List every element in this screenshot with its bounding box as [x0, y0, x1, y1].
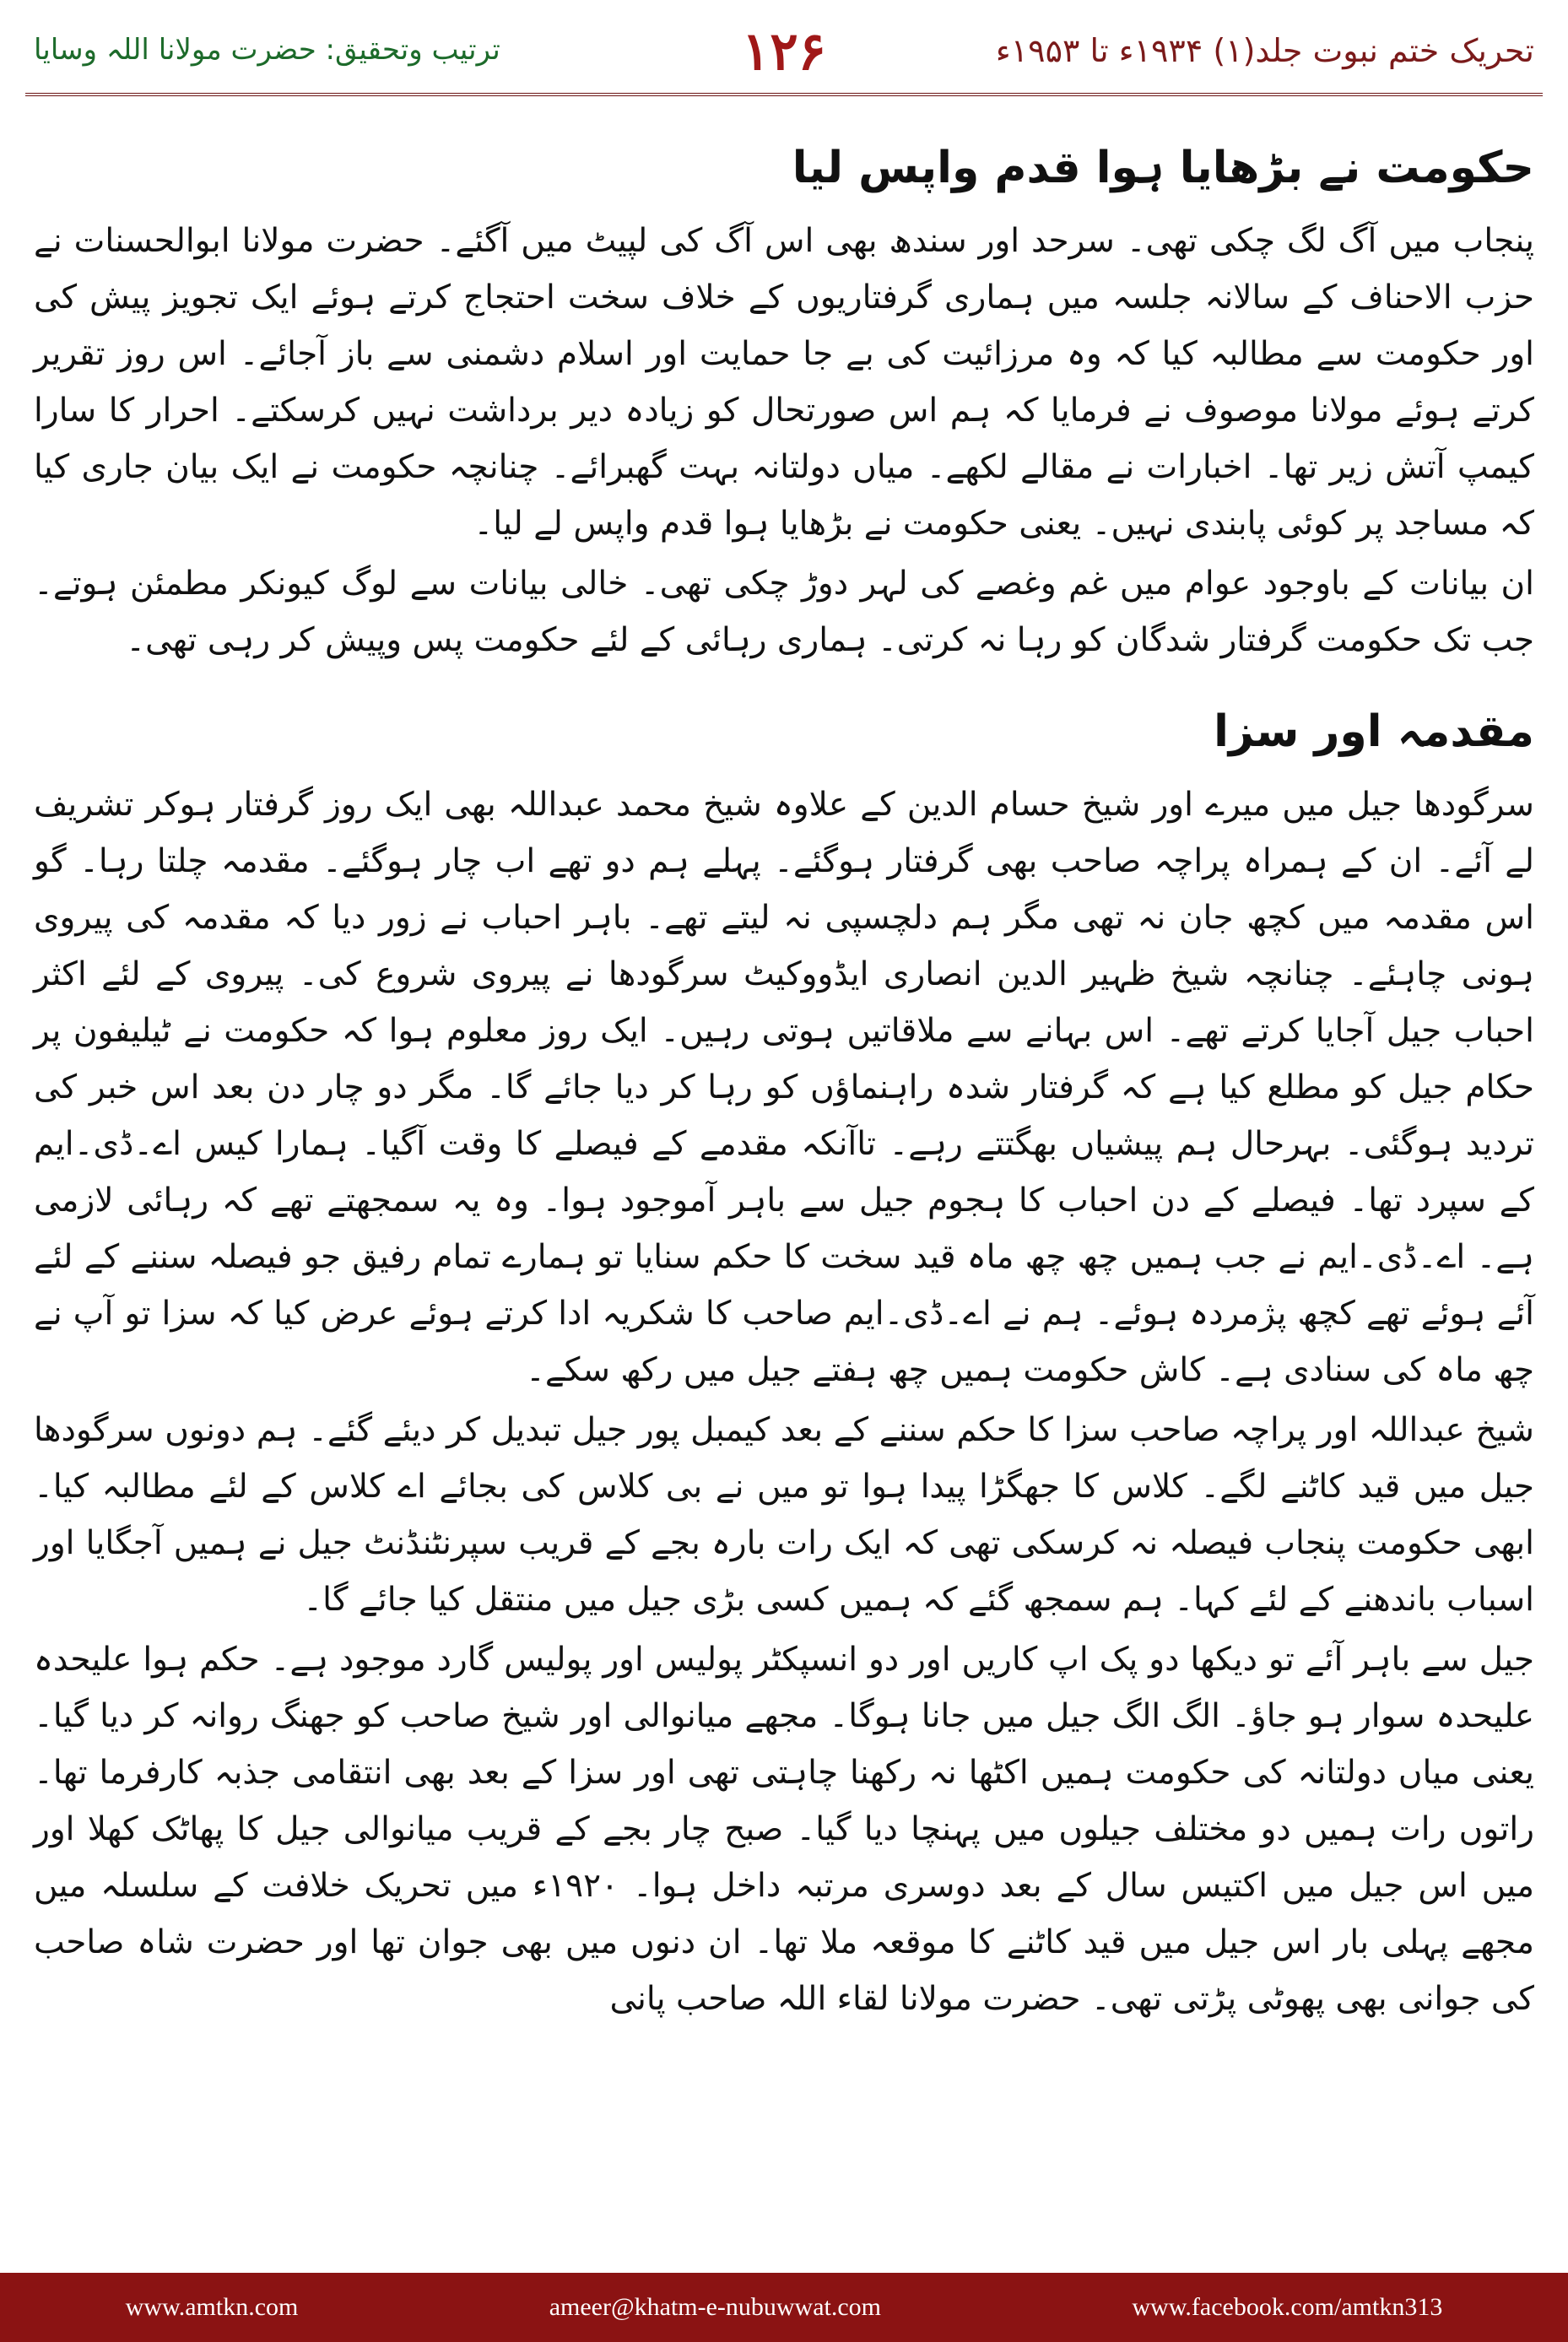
section-heading: مقدمہ اور سزا: [1214, 706, 1534, 758]
page-footer: [0, 2273, 1568, 2342]
paragraph: شیخ عبداللہ اور پراچہ صاحب سزا کا حکم سننے کے بعد کیمبل پور جیل تبدیل کر دیئے گئے۔ ہم دونوں سرگودھا جیل میں قید کاٹنے لگے۔ کلاس کا جھگڑا پیدا ہوا تو میں نے بی کلاس کی بجائے اے کلاس کے لئے مطالبہ کیا۔ ابھی حکومت پنجاب فیصلہ نہ کرسکی تھی کہ ایک رات بارہ بجے کے قریب سپرنٹنڈنٹ جیل نے ہمیں آجگایا اور اسباب باندھنے کے لئے کہا۔ ہم سمجھ گئے کہ ہمیں کسی بڑی جیل میں منتقل کیا جائے گا۔: [34, 1411, 1534, 1620]
paragraph: سرگودھا جیل میں میرے اور شیخ حسام الدین کے علاوہ شیخ محمد عبداللہ بھی ایک روز گرفتار ہوکر تشریف لے آئے۔ ان کے ہمراہ پراچہ صاحب بھی گرفتار ہوگئے۔ پہلے ہم دو تھے اب چار ہوگئے۔ مقدمہ چلتا رہا۔ گو اس مقدمہ میں کچھ جان نہ تھی مگر ہم دلچسپی نہ لیتے تھے۔ باہر احباب نے زور دیا کہ مقدمہ کی پیروی ہونی چاہئے۔ چنانچہ شیخ ظہیر الدین انصاری ایڈووکیٹ سرگودھا نے پیروی شروع کی۔ پیروی کے لئے اکثر احباب جیل آجایا کرتے تھے۔ اس بہانے سے ملاقاتیں ہوتی رہیں۔ ایک روز معلوم ہوا کہ حکومت نے ٹیلیفون پر حکام جیل کو مطلع کیا ہے کہ گرفتار شدہ راہنماؤں کو رہا کر دیا جائے گا۔ مگر دو چار دن بعد اس خبر کی تردید ہوگئی۔ بہرحال ہم پیشیاں بھگتتے رہے۔ تاآنکہ مقدمے کے فیصلے کا وقت آگیا۔ ہمارا کیس اے۔ڈی۔ایم کے سپرد تھا۔ فیصلے کے دن احباب کا ہجوم جیل سے باہر آموجود ہوا۔ وہ یہ سمجھتے تھے کہ رہائی لازمی ہے۔ اے۔ڈی۔ایم نے جب ہمیں چھ چھ ماہ قید سخت کا حکم سنایا تو ہمارے تمام رفیق جو فیصلہ سننے کے لئے آئے ہوئے تھے کچھ پژمردہ ہوئے۔ ہم نے اے۔ڈی۔ایم صاحب کا شکریہ ادا کرتے ہوئے عرض کیا کہ سزا تو آپ نے چھ ماہ کی سنادی ہے۔ کاش حکومت ہمیں چھ ہفتے جیل میں رکھ سکے۔: [34, 786, 1534, 1390]
paragraph: پنجاب میں آگ لگ چکی تھی۔ سرحد اور سندھ بھی اس آگ کی لپیٹ میں آگئے۔ حضرت مولانا ابوالحسنات نے حزب الاحناف کے سالانہ جلسہ میں ہماری گرفتاریوں کے خلاف سخت احتجاج کرتے ہوئے ایک تجویز پیش کی اور حکومت سے مطالبہ کیا کہ وہ مرزائیت کی بے جا حمایت اور اسلام دشمنی سے باز آجائے۔ اس روز تقریر کرتے ہوئے مولانا موصوف نے فرمایا کہ ہم اس صورتحال کو زیادہ دیر برداشت نہیں کرسکتے۔ احرار کا سارا کیمپ آتش زیر تھا۔ اخبارات نے مقالے لکھے۔ میاں دولتانہ بہت گھبرائے۔ چنانچہ حکومت نے ایک بیان جاری کیا کہ مساجد پر کوئی پابندی نہیں۔ یعنی حکومت نے بڑھایا ہوا قدم واپس لے لیا۔: [34, 222, 1534, 544]
series-title: تحریک ختم نبوت جلد(۱) ۱۹۳۴ء تا ۱۹۵۳ء: [995, 32, 1534, 69]
section-heading: حکومت نے بڑھایا ہوا قدم واپس لیا: [792, 143, 1534, 193]
website-link[interactable]: www.amtkn.com: [125, 2293, 299, 2321]
editor-credit: ترتیب وتحقیق: حضرت مولانا اللہ وسایا: [34, 33, 500, 67]
facebook-link[interactable]: www.facebook.com/amtkn313: [1132, 2293, 1443, 2321]
page-header: [25, 17, 1543, 96]
page-number: ۱۲۶: [742, 20, 826, 82]
article-body: [34, 127, 1534, 2031]
paragraph: ان بیانات کے باوجود عوام میں غم وغصے کی لہر دوڑ چکی تھی۔ خالی بیانات سے لوگ کیونکر مطمئن ہوتے۔ جب تک حکومت گرفتار شدگان کو رہا نہ کرتی۔ ہماری رہائی کے لئے حکومت پس وپیش کر رہی تھی۔: [34, 565, 1534, 660]
paragraph: جیل سے باہر آئے تو دیکھا دو پک اپ کاریں اور دو انسپکٹر پولیس اور پولیس گارد موجود ہے۔ حکم ہوا علیحدہ علیحدہ سوار ہو جاؤ۔ الگ الگ جیل میں جانا ہوگا۔ مجھے میانوالی اور شیخ صاحب کو جھنگ روانہ کر دیا گیا۔ یعنی میاں دولتانہ کی حکومت ہمیں اکٹھا نہ رکھنا چاہتی تھی اور سزا کے بعد بھی انتقامی جذبہ کارفرما تھا۔ راتوں رات ہمیں دو مختلف جیلوں میں پہنچا دیا گیا۔ صبح چار بجے کے قریب میانوالی جیل کا پھاٹک کھلا اور میں اس جیل میں اکتیس سال کے بعد دوسری مرتبہ داخل ہوا۔ ۱۹۲۰ء میں تحریک خلافت کے سلسلہ میں مجھے پہلی بار اس جیل میں قید کاٹنے کا موقعہ ملا تھا۔ ان دنوں میں بھی جوان تھا اور حضرت شاہ صاحب کی جوانی بھی پھوٹی پڑتی تھی۔ حضرت مولانا لقاء اللہ صاحب پانی: [34, 1641, 1534, 2019]
email-link[interactable]: ameer@khatm-e-nubuwwat.com: [549, 2293, 882, 2321]
